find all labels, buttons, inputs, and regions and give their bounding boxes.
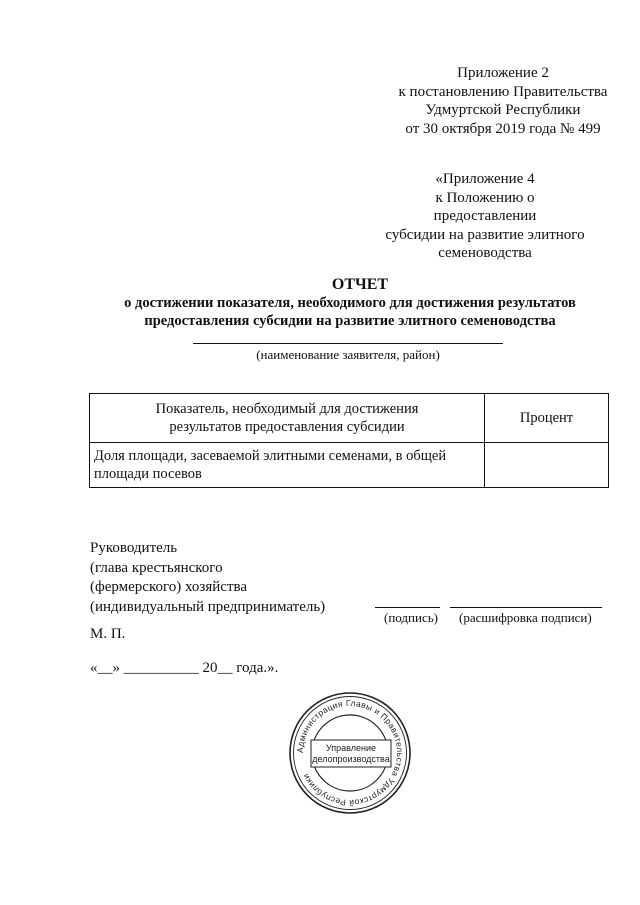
- header-indicator-cell: [90, 394, 485, 443]
- header-indicator-line: результатов предоставления субсидии: [169, 419, 405, 435]
- seal-place-label: М. П.: [90, 626, 126, 642]
- report-title: ОТЧЕТ: [331, 276, 389, 293]
- date-line: «__» __________ 20__ года.».: [90, 660, 279, 676]
- report-subtitle-line: о достижении показателя, необходимого для достижения результатов: [124, 295, 576, 311]
- official-stamp: [287, 690, 413, 816]
- appendix-4-line: «Приложение 4: [435, 171, 535, 187]
- appendix-4-header: [385, 170, 585, 263]
- header-percent-cell: Процент: [485, 394, 609, 443]
- table-header-row: [90, 394, 609, 443]
- stamp-inner-line: Управление: [325, 743, 377, 753]
- appendix-2-line: Приложение 2: [457, 65, 549, 81]
- appendix-4-line: семеноводства: [438, 245, 532, 261]
- appendix-4-line: к Положению о предоставлении: [433, 189, 537, 224]
- applicant-name-line: [193, 343, 503, 344]
- indicator-cell: Доля площади, засеваемой элитными семенами, в общей площади посевов: [90, 443, 485, 488]
- signature-caption: (подпись): [384, 610, 438, 625]
- signatory-line: (индивидуальный предприниматель): [90, 598, 326, 615]
- indicator-table: [89, 393, 609, 488]
- appendix-2-line: от 30 октября 2019 года № 499: [405, 120, 601, 137]
- report-subtitle-line: предоставления субсидии на развитие элитного семеноводства: [144, 313, 556, 329]
- signatory-line: (глава крестьянского: [90, 559, 223, 576]
- stamp-ring-text: Администрация Главы и Правительства Удмуртской Республики: [294, 697, 406, 809]
- appendix-2-header: [388, 64, 618, 138]
- header-indicator-line: Показатель, необходимый для достижения: [155, 401, 419, 417]
- appendix-2-line: Удмуртской Республики: [425, 102, 581, 118]
- signature-line: [375, 607, 440, 608]
- appendix-2-line: к постановлению Правительства: [398, 83, 608, 100]
- signature-decoding-caption: (расшифровка подписи): [459, 610, 592, 625]
- applicant-name-caption: (наименование заявителя, район): [256, 347, 440, 362]
- appendix-4-line: субсидии на развитие элитного: [385, 226, 585, 243]
- table-row: [90, 443, 609, 488]
- percent-cell: [485, 443, 609, 488]
- report-subtitle: [40, 294, 640, 330]
- signature-decoding-line: [450, 607, 602, 608]
- signatory-line: (фермерского) хозяйства: [90, 579, 248, 595]
- stamp-inner-line: делопроизводства: [312, 754, 390, 764]
- signatory-line: Руководитель: [90, 540, 178, 556]
- signatory-block: [90, 539, 390, 617]
